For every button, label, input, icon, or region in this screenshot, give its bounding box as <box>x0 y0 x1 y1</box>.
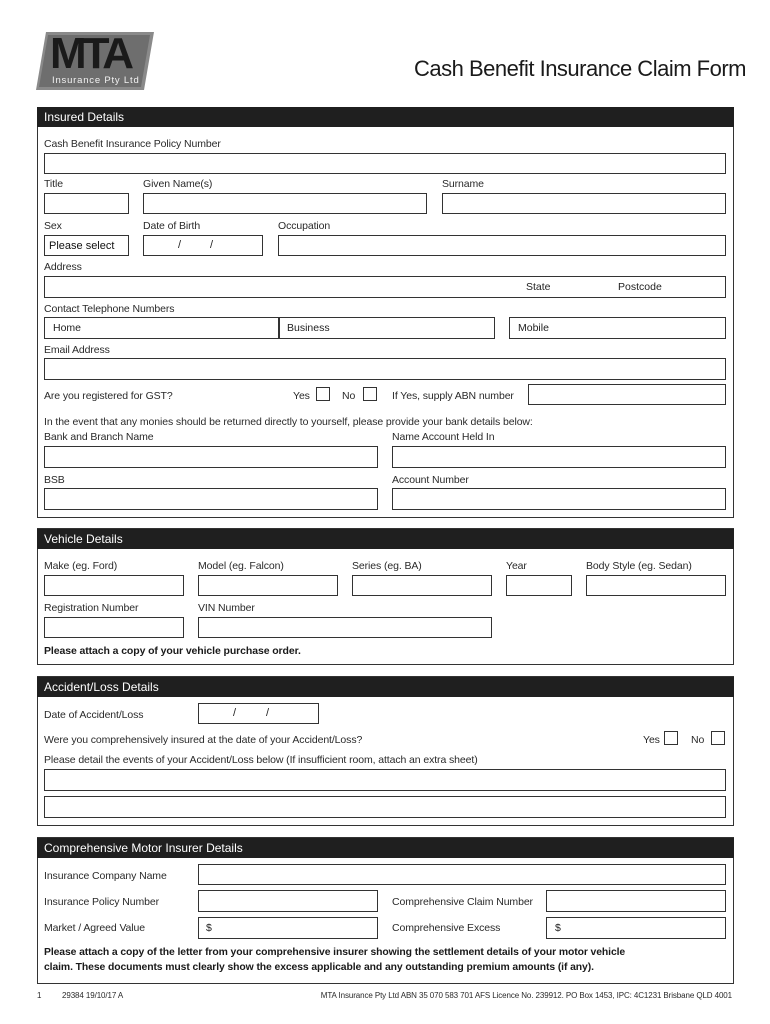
gst-no-label: No <box>342 390 356 402</box>
vin-label: VIN Number <box>198 602 255 614</box>
year-label: Year <box>506 560 527 572</box>
state-label: State <box>526 281 551 293</box>
mobile-phone-field[interactable] <box>509 317 726 339</box>
phones-label: Contact Telephone Numbers <box>44 303 175 315</box>
email-label: Email Address <box>44 344 110 356</box>
address-field[interactable] <box>44 276 726 298</box>
logo-text: MTA <box>50 29 131 78</box>
accident-yes-label: Yes <box>643 734 660 746</box>
date-separator: / <box>233 707 237 719</box>
bank-branch-field[interactable] <box>44 446 378 468</box>
logo-subtext: Insurance Pty Ltd <box>52 75 140 86</box>
policy-number-label: Cash Benefit Insurance Policy Number <box>44 138 221 150</box>
insurer-attach-note-2: claim. These documents must clearly show the excess applicable and any outstanding premium amounts (if any). <box>44 962 594 973</box>
postcode-label: Postcode <box>618 281 662 293</box>
surname-field[interactable] <box>442 193 726 214</box>
series-field[interactable] <box>352 575 492 596</box>
page-number: 1 <box>37 991 42 1000</box>
sex-select[interactable] <box>44 235 129 256</box>
accident-no-label: No <box>691 734 705 746</box>
series-label: Series (eg. BA) <box>352 560 422 572</box>
dob-separator: / <box>178 239 182 251</box>
accident-detail-line-1[interactable] <box>44 769 726 791</box>
policy-number-field[interactable] <box>44 153 726 174</box>
comprehensive-question: Were you comprehensively insured at the date of your Accident/Loss? <box>44 734 363 746</box>
account-number-label: Account Number <box>392 474 469 486</box>
account-name-field[interactable] <box>392 446 726 468</box>
account-name-label: Name Account Held In <box>392 431 495 443</box>
form-code: 29384 19/10/17 A <box>62 991 124 1000</box>
accident-date-label: Date of Accident/Loss <box>44 709 144 721</box>
logo <box>36 30 154 92</box>
accident-date-field[interactable] <box>198 703 319 724</box>
accident-details-heading: Accident/Loss Details <box>37 677 734 697</box>
registration-field[interactable] <box>44 617 184 638</box>
accident-detail-line-2[interactable] <box>44 796 726 818</box>
company-details: MTA Insurance Pty Ltd ABN 35 070 583 701 AFS Licence No. 239912. PO Box 1453, IPC: 4C1231 Brisbane QLD 4001 <box>320 991 732 1000</box>
sex-label: Sex <box>44 220 62 232</box>
year-field[interactable] <box>506 575 572 596</box>
insurer-details-heading: Comprehensive Motor Insurer Details <box>37 838 734 858</box>
abn-label: If Yes, supply ABN number <box>392 390 514 402</box>
home-phone-label: Home <box>53 322 82 334</box>
vehicle-details-heading: Vehicle Details <box>37 529 734 549</box>
bsb-label: BSB <box>44 474 65 486</box>
accident-yes-checkbox[interactable] <box>664 731 678 745</box>
vehicle-attach-note: Please attach a copy of your vehicle purchase order. <box>44 645 301 657</box>
sex-select-value: Please select <box>49 240 115 252</box>
bsb-field[interactable] <box>44 488 378 510</box>
title-label: Title <box>44 178 63 190</box>
dob-field[interactable] <box>143 235 263 256</box>
occupation-field[interactable] <box>278 235 726 256</box>
surname-label: Surname <box>442 178 484 190</box>
address-label: Address <box>44 261 82 273</box>
occupation-label: Occupation <box>278 220 331 232</box>
given-names-label: Given Name(s) <box>143 178 213 190</box>
model-label: Model (eg. Falcon) <box>198 560 284 572</box>
market-value-field[interactable] <box>198 917 378 939</box>
accident-no-checkbox[interactable] <box>711 731 725 745</box>
body-style-field[interactable] <box>586 575 726 596</box>
make-label: Make (eg. Ford) <box>44 560 118 572</box>
title-field[interactable] <box>44 193 129 214</box>
excess-label: Comprehensive Excess <box>392 922 501 934</box>
insurance-company-label: Insurance Company Name <box>44 870 167 882</box>
market-value-label: Market / Agreed Value <box>44 922 146 934</box>
given-names-field[interactable] <box>143 193 427 214</box>
gst-yes-label: Yes <box>293 390 310 402</box>
abn-field[interactable] <box>528 384 726 405</box>
date-separator: / <box>266 707 270 719</box>
account-number-field[interactable] <box>392 488 726 510</box>
accident-detail-label: Please detail the events of your Accident/Loss below (If insufficient room, attach an extra sheet) <box>44 754 478 766</box>
registration-label: Registration Number <box>44 602 139 614</box>
market-value-currency: $ <box>206 922 212 934</box>
bank-branch-label: Bank and Branch Name <box>44 431 154 443</box>
insurance-policy-label: Insurance Policy Number <box>44 896 159 908</box>
insured-details-heading: Insured Details <box>37 107 734 127</box>
gst-yes-checkbox[interactable] <box>316 387 330 401</box>
email-field[interactable] <box>44 358 726 380</box>
business-phone-label: Business <box>287 322 330 334</box>
claim-number-field[interactable] <box>546 890 726 912</box>
vin-field[interactable] <box>198 617 492 638</box>
bank-note: In the event that any monies should be returned directly to yourself, please provide your bank details below: <box>44 416 533 428</box>
gst-no-checkbox[interactable] <box>363 387 377 401</box>
body-style-label: Body Style (eg. Sedan) <box>586 560 692 572</box>
mobile-phone-label: Mobile <box>518 322 549 334</box>
insurance-policy-field[interactable] <box>198 890 378 912</box>
excess-currency: $ <box>555 922 561 934</box>
page-title: Cash Benefit Insurance Claim Form <box>414 56 746 81</box>
make-field[interactable] <box>44 575 184 596</box>
dob-label: Date of Birth <box>143 220 201 232</box>
model-field[interactable] <box>198 575 338 596</box>
home-phone-field[interactable] <box>44 317 279 339</box>
gst-question: Are you registered for GST? <box>44 390 173 402</box>
insurer-attach-note-1: Please attach a copy of the letter from your comprehensive insurer showing the settlement details of your motor vehicle <box>44 947 626 958</box>
claim-number-label: Comprehensive Claim Number <box>392 896 533 908</box>
insurance-company-field[interactable] <box>198 864 726 885</box>
business-phone-field[interactable] <box>279 317 495 339</box>
excess-field[interactable] <box>546 917 726 939</box>
dob-separator: / <box>210 239 214 251</box>
